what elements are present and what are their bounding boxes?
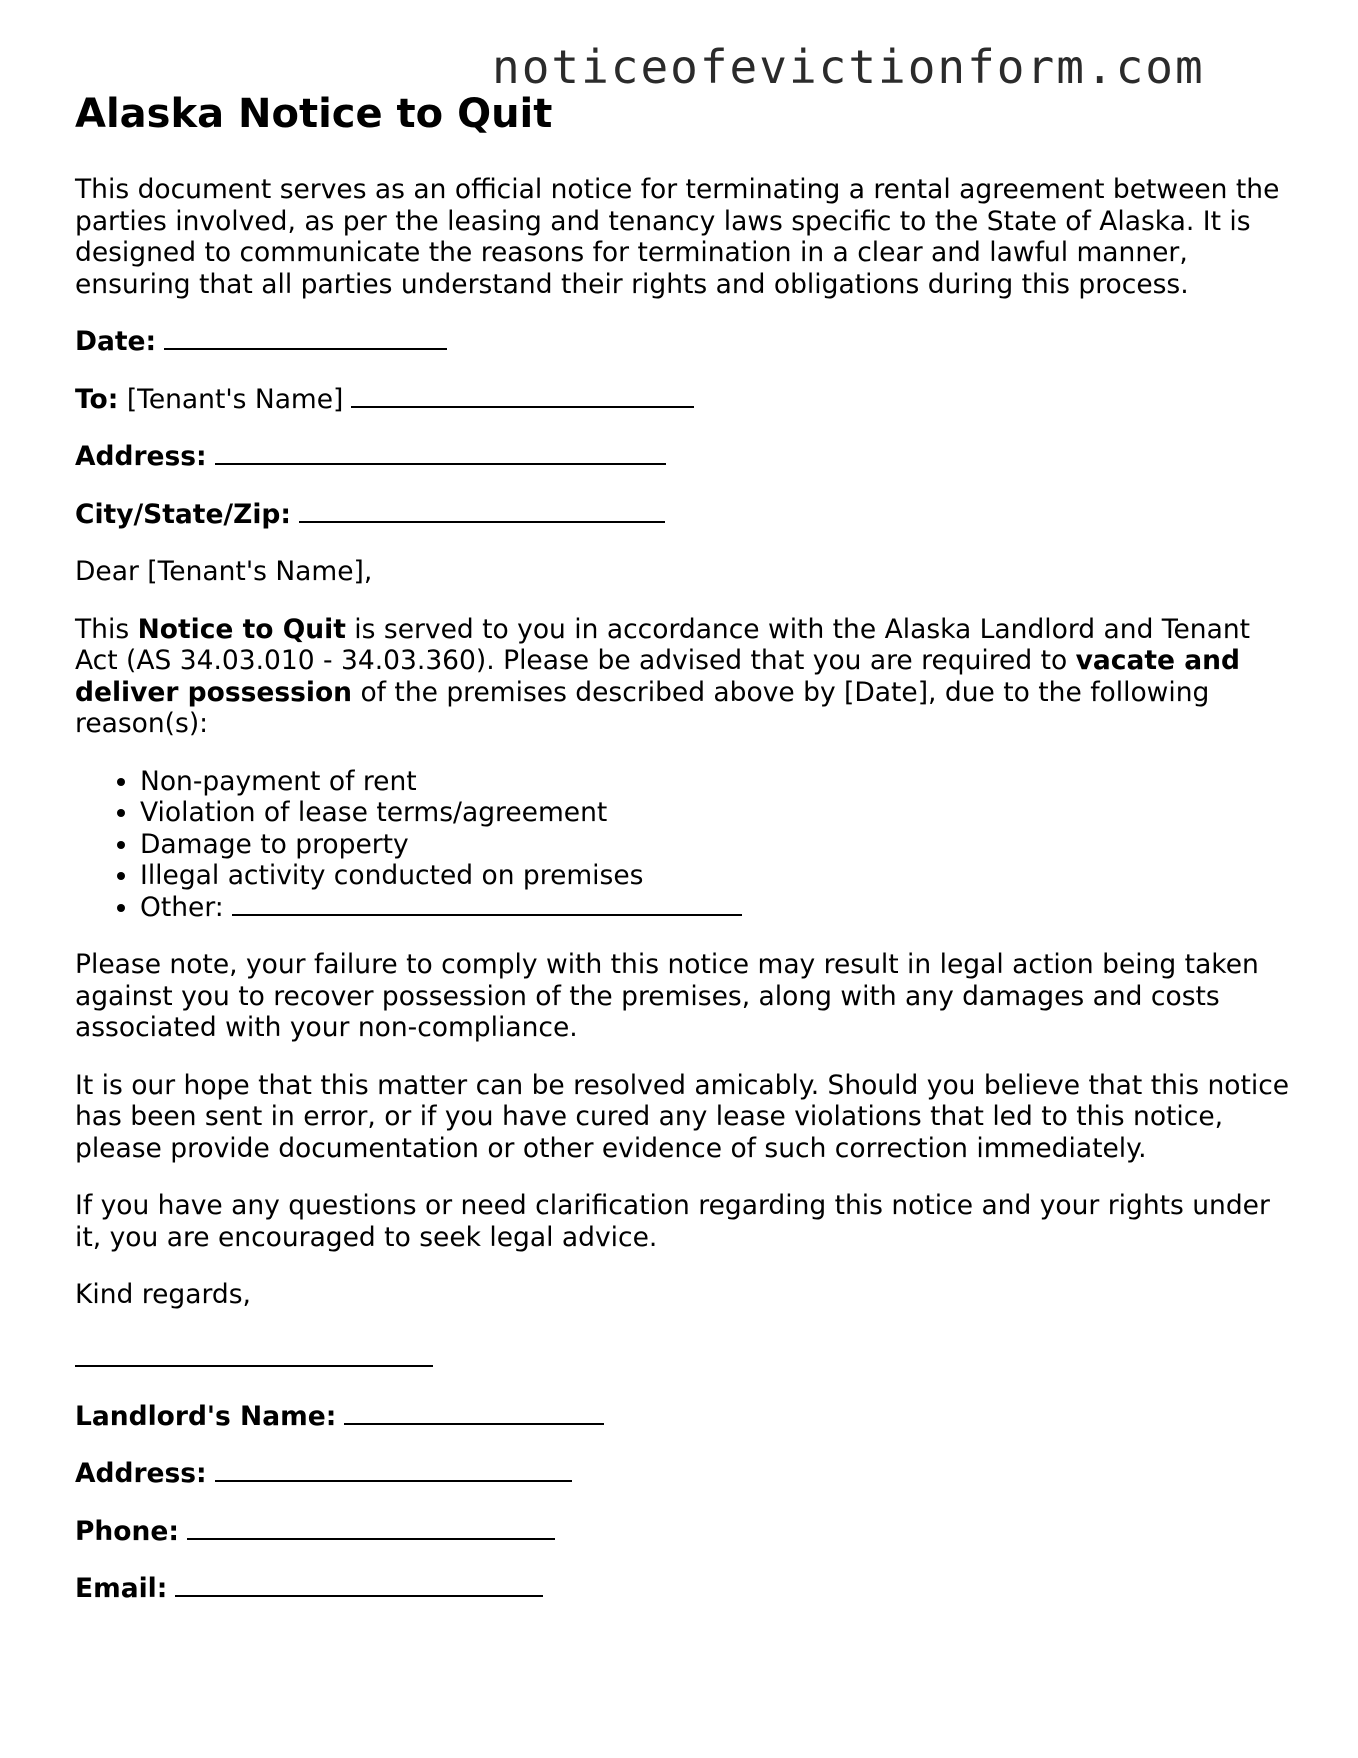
list-item-other bbox=[140, 892, 1290, 924]
city-state-zip-blank[interactable] bbox=[299, 499, 665, 523]
signature-line[interactable] bbox=[75, 1363, 433, 1367]
landlord-address-label: Address: bbox=[75, 1458, 207, 1489]
notice-text-1: This bbox=[75, 613, 138, 645]
resolution-paragraph: It is our hope that this matter can be resolved amicably. Should you believe that this notice has been sent in error, or if you have cured any lease violations that led to this notice, please provide documentation or other evidence of such correction immediately. bbox=[75, 1069, 1290, 1164]
landlord-phone-label: Phone: bbox=[75, 1515, 179, 1547]
list-item: • Illegal activity conducted on premises bbox=[140, 860, 1290, 892]
date-field bbox=[75, 326, 1290, 358]
list-item: • Non-payment of rent bbox=[140, 766, 1290, 798]
landlord-email-label: Email: bbox=[75, 1573, 168, 1604]
notice-text-3: of the premises described above by [Date], due to the following reason(s): bbox=[75, 676, 1210, 739]
landlord-address-blank[interactable] bbox=[215, 1458, 572, 1482]
city-state-zip-field bbox=[75, 499, 1290, 531]
notice-bold-2: vacate and deliver possession bbox=[75, 645, 1240, 708]
list-item: • Damage to property bbox=[140, 829, 1290, 861]
intro-paragraph: This document serves as an official notice for terminating a rental agreement between the parties involved, as per the leasing and tenancy laws specific to the State of Alaska. It is designed to communicate the reasons for termination in a clear and lawful manner, ensuring that all parties understand their rights and obligations during this process. bbox=[75, 174, 1280, 300]
landlord-email-blank[interactable] bbox=[175, 1573, 543, 1597]
tenant-name-placeholder: [Tenant's Name] bbox=[126, 383, 344, 415]
list-item: • Violation of lease terms/agreement bbox=[140, 797, 1290, 829]
city-state-zip-label: City/State/Zip: bbox=[75, 498, 291, 530]
landlord-address-field bbox=[75, 1458, 1290, 1490]
landlord-phone-field bbox=[75, 1516, 1290, 1548]
date-label: Date: bbox=[75, 326, 157, 357]
landlord-phone-blank[interactable] bbox=[187, 1516, 555, 1540]
notice-document bbox=[75, 90, 1290, 1631]
failure-paragraph: Please note, your failure to comply with this notice may result in legal action being taken against you to recover possession of the premises, along with any damages and costs associated with your non-compliance. bbox=[75, 949, 1259, 1043]
tenant-name-field bbox=[75, 384, 1290, 416]
notice-paragraph bbox=[75, 614, 1290, 740]
other-reason-blank[interactable] bbox=[232, 892, 742, 916]
tenant-address-blank[interactable] bbox=[215, 441, 666, 465]
other-label: Other: bbox=[140, 891, 224, 923]
landlord-name-blank[interactable] bbox=[344, 1401, 604, 1425]
to-label: To: bbox=[75, 383, 119, 415]
salutation: Dear [Tenant's Name], bbox=[75, 556, 373, 587]
reasons-list bbox=[75, 766, 1290, 924]
landlord-name-label: Landlord's Name: bbox=[75, 1400, 337, 1432]
tenant-address-field bbox=[75, 441, 1290, 473]
notice-bold-1: Notice to Quit bbox=[137, 613, 346, 645]
page-title: Alaska Notice to Quit bbox=[75, 91, 553, 137]
address-label: Address: bbox=[75, 441, 207, 472]
questions-paragraph: If you have any questions or need clarification regarding this notice and your rights under it, you are encouraged to seek legal advice. bbox=[75, 1190, 1270, 1253]
notice-text-2: is served to you in accordance with the Alaska Landlord and Tenant Act (AS 34.03.010 - 34.03.360). Please be advised that you are required to bbox=[75, 613, 1251, 676]
landlord-email-field bbox=[75, 1573, 1290, 1605]
closing: Kind regards, bbox=[75, 1279, 251, 1310]
site-watermark: noticeofevictionform.com bbox=[492, 40, 1205, 94]
tenant-name-blank[interactable] bbox=[351, 384, 694, 408]
landlord-name-field bbox=[75, 1401, 1290, 1433]
date-blank[interactable] bbox=[164, 326, 447, 350]
